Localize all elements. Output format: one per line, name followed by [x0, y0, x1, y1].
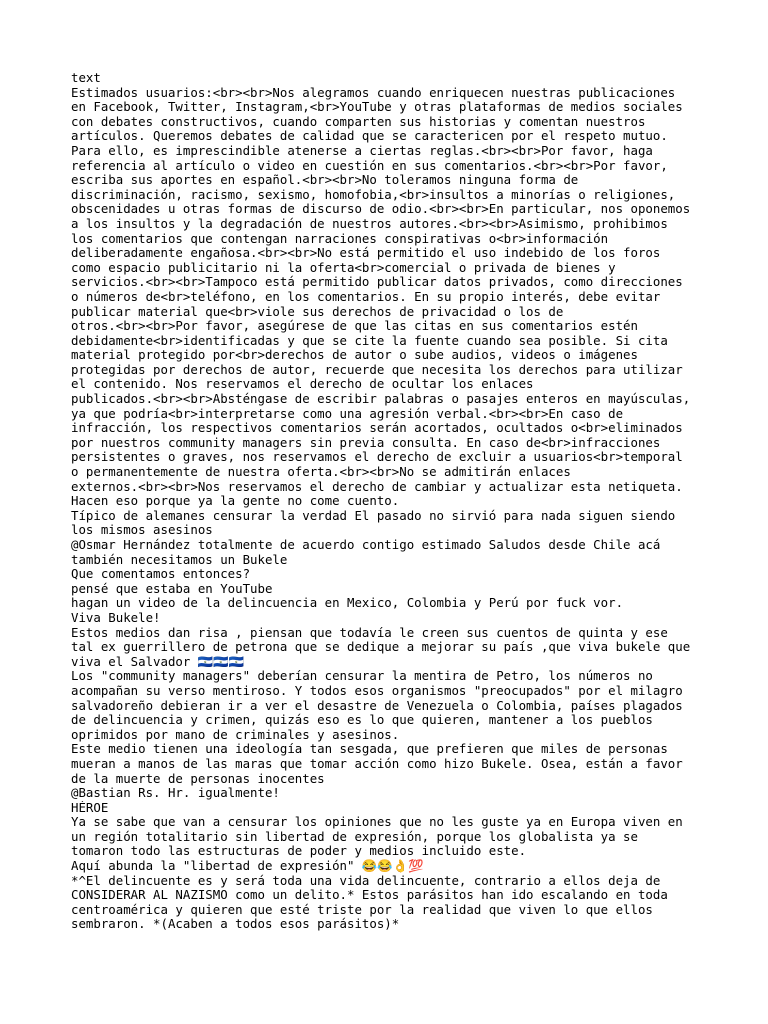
- text-line: publicar material que<br>viole sus derechos de privacidad o los de: [71, 304, 564, 319]
- text-line: Para ello, es imprescindible atenerse a ciertas reglas.<br><br>Por favor, haga: [71, 143, 653, 158]
- text-line: deliberadamente engañosa.<br><br>No está permitido el uso indebido de los foros: [71, 246, 661, 261]
- text-line: con debates constructivos, cuando comparten sus historias y comentan nuestros: [71, 114, 646, 129]
- text-line: Ya se sabe que van a censurar los opiniones que no les guste ya en Europa viven en: [71, 815, 683, 830]
- text-line: de la muerte de personas inocentes: [71, 771, 325, 786]
- text-line: Este medio tienen una ideología tan sesgada, que prefieren que miles de personas: [71, 742, 668, 757]
- document-label: text: [71, 71, 101, 85]
- text-line: @Bastian Rs. Hr. igualmente!: [71, 786, 280, 801]
- text-line: o números de<br>teléfono, en los comentarios. En su propio interés, debe evitar: [71, 289, 661, 304]
- text-line: ya que podría<br>interpretarse como una agresión verbal.<br><br>En caso de: [71, 406, 624, 421]
- text-line: Aquí abunda la "libertad de expresión" 😂😂👌💯: [71, 859, 424, 874]
- text-line: infracción, los respectivos comentarios serán acortados, ocultados o<br>eliminados: [71, 421, 683, 436]
- text-line: externos.<br><br>Nos reservamos el derecho de cambiar y actualizar esta netiqueta.: [71, 479, 683, 494]
- text-line: el contenido. Nos reservamos el derecho de ocultar los enlaces: [71, 377, 534, 392]
- text-line: Que comentamos entonces?: [71, 567, 251, 582]
- text-line: discriminación, racismo, sexismo, homofobia,<br>insultos a minorías o religiones,: [71, 187, 676, 202]
- text-line: a los insultos y la degradación de nuestros autores.<br><br>Asimismo, prohibimos: [71, 216, 668, 231]
- text-line: los comentarios que contengan narraciones conspirativas o<br>información: [71, 231, 609, 246]
- text-line: salvadoreño debieran ir a ver el desastre de Venezuela o Colombia, países plagados: [71, 698, 683, 713]
- text-line: tal ex guerrillero de petrona que se dedique a mejorar su país ,que viva bukele que: [71, 640, 691, 655]
- text-line: por nuestros community managers sin previa consulta. En caso de<br>infracciones: [71, 435, 661, 450]
- text-line: como espacio publicitario ni la oferta<br>comercial o privada de bienes y: [71, 260, 616, 275]
- text-line: referencia al artículo o video en cuestión en sus comentarios.<br><br>Por favor,: [71, 158, 668, 173]
- text-line: centroamérica y quieren que esté triste por la realidad que viven lo que ellos: [71, 902, 653, 917]
- text-line: debidamente<br>identificadas y que se cite la fuente cuando sea posible. Si cita: [71, 333, 668, 348]
- text-line: oprimidos por mano de criminales y asesinos.: [71, 727, 400, 742]
- text-line: Estimados usuarios:<br><br>Nos alegramos cuando enriquecen nuestras publicaciones: [71, 85, 676, 100]
- text-line: tomaron todo las estructuras de poder y medios incluido este.: [71, 844, 527, 859]
- text-line: viva el Salvador 🇸🇻🇸🇻🇸🇻: [71, 654, 245, 669]
- text-line: Los "community managers" deberían censurar la mentira de Petro, los números no: [71, 669, 653, 684]
- text-line: en Facebook, Twitter, Instagram,<br>YouTube y otras plataformas de medios sociales: [71, 100, 683, 115]
- text-line: de delincuencia y crimen, quizás eso es lo que quieren, mantener a los pueblos: [71, 713, 653, 728]
- text-line: artículos. Queremos debates de calidad que se caractericen por el respeto mutuo.: [71, 129, 668, 144]
- text-line: obscenidades u otras formas de discurso de odio.<br><br>En particular, nos oponemos: [71, 202, 691, 217]
- text-line: CONSIDERAR AL NAZISMO como un delito.* Estos parásitos han ido escalando en toda: [71, 888, 668, 903]
- text-line: sembraron. *(Acaben a todos esos parásitos)*: [71, 917, 400, 932]
- text-line: persistentes o graves, nos reservamos el derecho de excluir a usuarios<br>temporal: [71, 450, 683, 465]
- text-line: escriba sus aportes en español.<br><br>No toleramos ninguna forma de: [71, 173, 579, 188]
- text-line: hagan un video de la delincuencia en Mexico, Colombia y Perú por fuck vor.: [71, 596, 624, 611]
- text-line: acompañan su verso mentiroso. Y todos esos organismos "preocupados" por el milagro: [71, 683, 683, 698]
- text-line: Viva Bukele!: [71, 610, 161, 625]
- text-line: *^El delincuente es y será toda una vida delincuente, contrario a ellos deja de: [71, 873, 661, 888]
- text-line: @Osmar Hernández totalmente de acuerdo contigo estimado Saludos desde Chile acá: [71, 538, 661, 552]
- text-line: HÉROE: [71, 800, 109, 815]
- text-line: también necesitamos un Bukele: [71, 552, 288, 567]
- text-line: otros.<br><br>Por favor, asegúrese de que las citas en sus comentarios estén: [71, 319, 638, 334]
- text-line: Típico de alemanes censurar la verdad El pasado no sirvió para nada siguen siendo: [71, 508, 676, 523]
- text-line: protegidas por derechos de autor, recuerde que necesita los derechos para utilizar: [71, 362, 683, 377]
- text-line: publicados.<br><br>Absténgase de escribir palabras o pasajes enteros en mayúsculas,: [71, 392, 691, 407]
- text-line: un región totalitario sin libertad de expresión, porque los globalista ya se: [71, 829, 638, 844]
- text-line: o permanentemente de nuestra oferta.<br><br>No se admitirán enlaces: [71, 465, 571, 480]
- text-line: mueran a manos de las maras que tomar acción como hizo Bukele. Osea, están a favor: [71, 756, 683, 771]
- text-line: servicios.<br><br>Tampoco está permitido publicar datos privados, como direcciones: [71, 275, 683, 290]
- text-line: material protegido por<br>derechos de autor o sube audios, videos o imágenes: [71, 348, 638, 363]
- text-line: Estos medios dan risa , piensan que todavía le creen sus cuentos de quinta y ese: [71, 625, 668, 640]
- text-line: pensé que estaba en YouTube: [71, 581, 273, 596]
- text-line: los mismos asesinos: [71, 523, 213, 538]
- text-line: Hacen eso porque ya la gente no come cuento.: [71, 494, 400, 509]
